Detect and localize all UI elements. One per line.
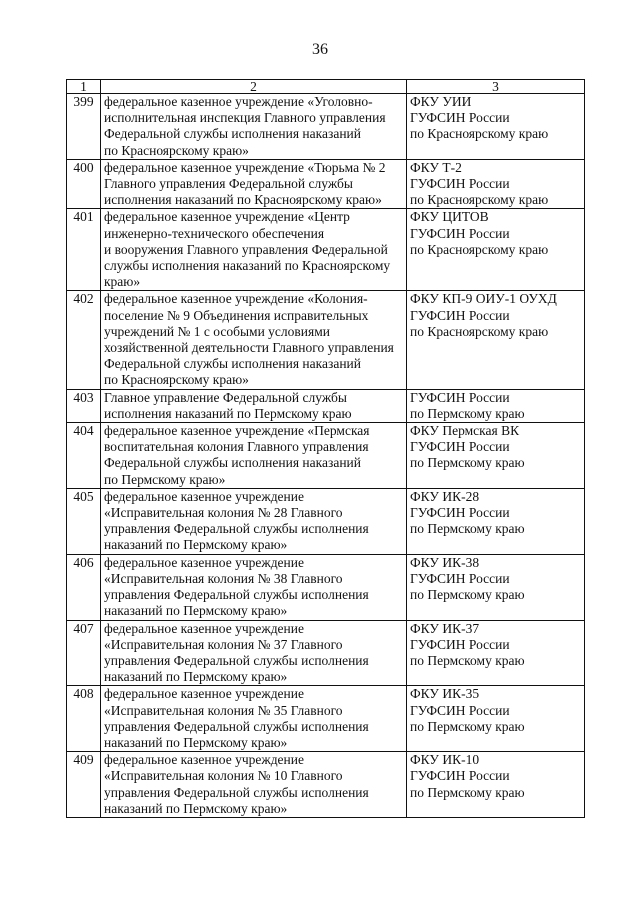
short-name-line: по Пермскому краю (410, 521, 525, 537)
row-number: 400 (67, 159, 101, 209)
institution-name-line: «Исправительная колония № 35 Главного (104, 702, 343, 718)
institution-name-line: Федеральной службы исполнения наказаний (104, 455, 361, 471)
institution-name-line: Главного управления Федеральной службы (104, 176, 353, 192)
institution-name-line: федеральное казенное учреждение «Пермская (104, 423, 370, 439)
institutions-table (66, 79, 585, 818)
institution-name-line: наказаний по Пермскому краю» (104, 537, 288, 553)
short-name-line: ГУФСИН России (410, 636, 510, 652)
institution-name-line: федеральное казенное учреждение (104, 752, 304, 768)
short-name-line: ФКУ ЦИТОВ (410, 209, 489, 225)
institution-name-line: по Красноярскому краю» (104, 372, 249, 388)
short-name-line: ГУФСИН России (410, 439, 510, 455)
short-name-line: ГУФСИН России (410, 176, 510, 192)
short-name-cell (407, 159, 585, 209)
short-name-line: ГУФСИН России (410, 505, 510, 521)
institution-name-line: управления Федеральной службы исполнения (104, 587, 369, 603)
institution-name-cell (101, 488, 407, 554)
row-number: 406 (67, 554, 101, 620)
institution-name-line: федеральное казенное учреждение «Колония- (104, 291, 368, 307)
table-header-row (67, 80, 585, 94)
short-name-line: ГУФСИН России (410, 768, 510, 784)
institution-name-line: наказаний по Пермскому краю» (104, 669, 288, 685)
institution-name-line: по Пермскому краю» (104, 471, 226, 487)
short-name-line: ФКУ КП-9 ОИУ-1 ОУХД (410, 291, 557, 307)
short-name-line: ФКУ ИК-28 (410, 488, 480, 504)
institution-name-line: федеральное казенное учреждение (104, 554, 304, 570)
table-row (67, 488, 585, 554)
row-number: 405 (67, 488, 101, 554)
institution-name-line: «Исправительная колония № 10 Главного (104, 768, 343, 784)
page-number: 36 (312, 41, 328, 58)
institution-name-line: «Исправительная колония № 28 Главного (104, 505, 343, 521)
table-row (67, 94, 585, 160)
short-name-cell (407, 209, 585, 291)
institution-name-line: наказаний по Пермскому краю» (104, 800, 288, 816)
table-row (67, 209, 585, 291)
institution-name-line: поселение № 9 Объединения исправительных (104, 307, 369, 323)
table-row (67, 686, 585, 752)
header-cell-1: 1 (67, 80, 101, 94)
short-name-cell (407, 291, 585, 389)
short-name-line: по Пермскому краю (410, 587, 525, 603)
institution-name-line: исполнения наказаний по Красноярскому краю» (104, 192, 382, 208)
institution-name-cell (101, 423, 407, 489)
short-name-line: по Пермскому краю (410, 455, 525, 471)
short-name-line: ГУФСИН России (410, 110, 510, 126)
short-name-cell (407, 94, 585, 160)
institution-name-cell (101, 389, 407, 422)
row-number: 402 (67, 291, 101, 389)
institution-name-line: Главное управление Федеральной службы (104, 389, 347, 405)
short-name-cell (407, 389, 585, 422)
institution-name-cell (101, 554, 407, 620)
table-row (67, 554, 585, 620)
short-name-line: ФКУ Т-2 (410, 159, 462, 175)
short-name-line: ФКУ ИК-35 (410, 686, 480, 702)
short-name-line: ФКУ ИК-37 (410, 620, 480, 636)
institution-name-line: «Исправительная колония № 38 Главного (104, 570, 343, 586)
institution-name-line: управления Федеральной службы исполнения (104, 784, 369, 800)
institution-name-line: федеральное казенное учреждение «Уголовно- (104, 94, 373, 109)
short-name-line: по Красноярскому краю (410, 192, 549, 208)
institution-name-line: управления Федеральной службы исполнения (104, 718, 369, 734)
short-name-cell (407, 423, 585, 489)
row-number: 399 (67, 94, 101, 160)
institution-name-cell (101, 209, 407, 291)
institution-name-line: службы исполнения наказаний по Красноярскому (104, 258, 391, 274)
institution-name-line: учреждений № 1 с особыми условиями (104, 323, 330, 339)
short-name-line: по Красноярскому краю (410, 241, 549, 257)
short-name-line: ГУФСИН России (410, 225, 510, 241)
row-number: 403 (67, 389, 101, 422)
row-number: 401 (67, 209, 101, 291)
short-name-line: по Пермскому краю (410, 652, 525, 668)
table-row (67, 389, 585, 422)
institution-name-line: краю» (104, 274, 141, 290)
institution-name-line: Федеральной службы исполнения наказаний (104, 126, 361, 142)
institution-name-cell (101, 686, 407, 752)
header-cell-2: 2 (101, 80, 407, 94)
short-name-line: ФКУ УИИ (410, 94, 472, 109)
institution-name-line: управления Федеральной службы исполнения (104, 652, 369, 668)
institution-name-cell (101, 620, 407, 686)
short-name-line: ГУФСИН России (410, 570, 510, 586)
institution-name-line: инженерно-технического обеспечения (104, 225, 325, 241)
institution-name-line: воспитательная колония Главного управления (104, 439, 369, 455)
institution-name-line: федеральное казенное учреждение «Центр (104, 209, 350, 225)
short-name-cell (407, 686, 585, 752)
short-name-cell (407, 620, 585, 686)
short-name-cell (407, 752, 585, 818)
table-row (67, 752, 585, 818)
row-number: 408 (67, 686, 101, 752)
short-name-line: по Пермскому краю (410, 784, 525, 800)
institution-name-line: и вооружения Главного управления Федеральной (104, 241, 388, 257)
row-number: 407 (67, 620, 101, 686)
short-name-cell (407, 554, 585, 620)
institution-name-line: управления Федеральной службы исполнения (104, 521, 369, 537)
row-number: 404 (67, 423, 101, 489)
short-name-line: по Красноярскому краю (410, 126, 549, 142)
institution-name-cell (101, 291, 407, 389)
institution-name-line: федеральное казенное учреждение «Тюрьма № 2 (104, 159, 386, 175)
institution-name-line: федеральное казенное учреждение (104, 620, 304, 636)
institution-name-line: исполнения наказаний по Пермскому краю (104, 405, 352, 421)
institution-name-line: по Красноярскому краю» (104, 142, 249, 158)
short-name-line: по Пермскому краю (410, 718, 525, 734)
short-name-line: ГУФСИН России (410, 389, 510, 405)
institution-name-line: федеральное казенное учреждение (104, 488, 304, 504)
institution-name-line: наказаний по Пермскому краю» (104, 603, 288, 619)
table-row (67, 620, 585, 686)
institution-name-line: «Исправительная колония № 37 Главного (104, 636, 343, 652)
institution-name-cell (101, 752, 407, 818)
institution-name-line: Федеральной службы исполнения наказаний (104, 356, 361, 372)
institution-name-line: хозяйственной деятельности Главного управления (104, 340, 394, 356)
institution-name-cell (101, 159, 407, 209)
short-name-line: ФКУ ИК-38 (410, 554, 480, 570)
institution-name-line: исполнительная инспекция Главного управления (104, 110, 386, 126)
short-name-line: ГУФСИН России (410, 702, 510, 718)
institution-name-line: наказаний по Пермскому краю» (104, 734, 288, 750)
table-row (67, 423, 585, 489)
short-name-line: ФКУ ИК-10 (410, 752, 480, 768)
institution-name-cell (101, 94, 407, 160)
row-number: 409 (67, 752, 101, 818)
short-name-line: по Пермскому краю (410, 405, 525, 421)
short-name-line: по Красноярскому краю (410, 323, 549, 339)
short-name-line: ФКУ Пермская ВК (410, 423, 520, 439)
short-name-cell (407, 488, 585, 554)
table-row (67, 291, 585, 389)
short-name-line: ГУФСИН России (410, 307, 510, 323)
table-row (67, 159, 585, 209)
header-cell-3: 3 (407, 80, 585, 94)
institution-name-line: федеральное казенное учреждение (104, 686, 304, 702)
